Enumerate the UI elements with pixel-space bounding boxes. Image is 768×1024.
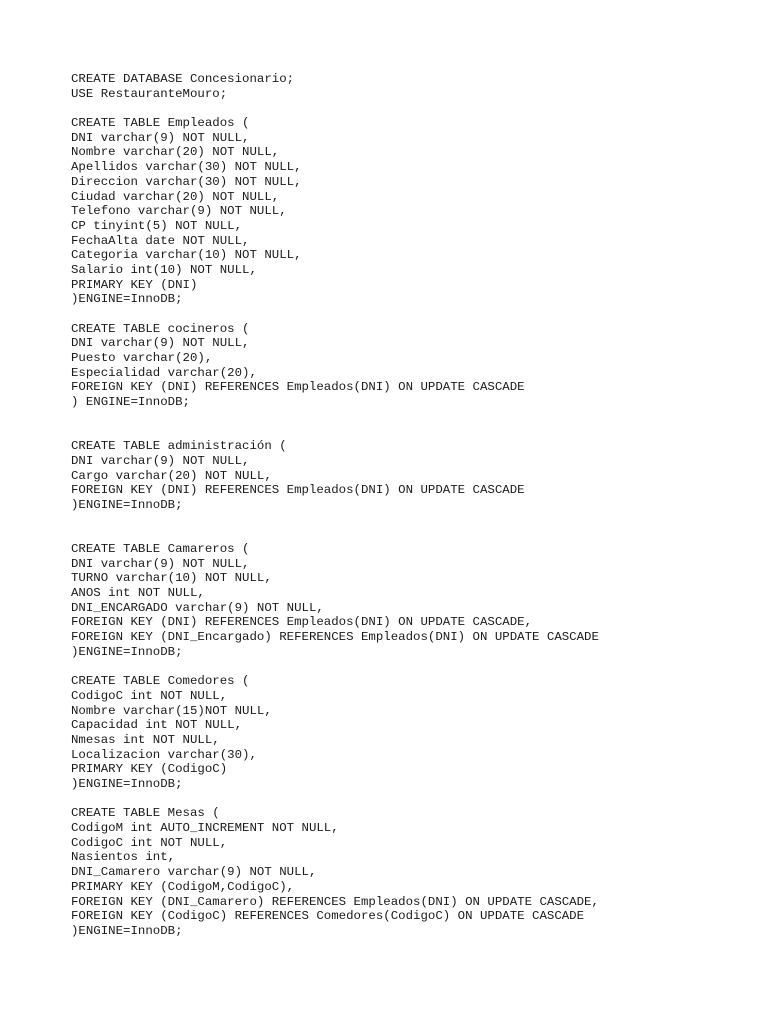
code-line: FOREIGN KEY (DNI_Encargado) REFERENCES Empleados(DNI) ON UPDATE CASCADE (71, 630, 599, 645)
code-line: FOREIGN KEY (CodigoC) REFERENCES Comedores(CodigoC) ON UPDATE CASCADE (71, 909, 585, 924)
code-line: DNI varchar(9) NOT NULL, (71, 130, 250, 145)
code-line: Nombre varchar(20) NOT NULL, (71, 145, 280, 160)
code-line: Ciudad varchar(20) NOT NULL, (71, 189, 280, 204)
code-line: Localizacion varchar(30), (71, 747, 257, 762)
code-line: FechaAlta date NOT NULL, (71, 233, 250, 248)
code-line: FOREIGN KEY (DNI_Camarero) REFERENCES Empleados(DNI) ON UPDATE CASCADE, (71, 894, 599, 909)
code-line: )ENGINE=InnoDB; (71, 292, 183, 307)
code-line: )ENGINE=InnoDB; (71, 644, 183, 659)
code-line: )ENGINE=InnoDB; (71, 923, 183, 938)
code-line: USE RestauranteMouro; (71, 86, 228, 101)
code-line: Especialidad varchar(20), (71, 365, 257, 380)
code-line: DNI varchar(9) NOT NULL, (71, 453, 250, 468)
code-line: FOREIGN KEY (DNI) REFERENCES Empleados(DNI) ON UPDATE CASCADE, (71, 615, 533, 630)
code-line: CREATE TABLE administración ( (71, 439, 287, 454)
code-line: Nasientos int, (71, 850, 176, 865)
code-line: CodigoM int AUTO_INCREMENT NOT NULL, (71, 821, 339, 836)
code-line: CREATE DATABASE Concesionario; (71, 72, 295, 86)
code-line: Nombre varchar(15)NOT NULL, (71, 703, 272, 718)
code-line: CodigoC int NOT NULL, (71, 688, 228, 703)
blank-line (71, 307, 751, 322)
blank-line (71, 513, 751, 528)
code-line: )ENGINE=InnoDB; (71, 777, 183, 791)
code-line: DNI_Camarero varchar(9) NOT NULL, (71, 865, 317, 880)
code-line: DNI varchar(9) NOT NULL, (71, 336, 250, 351)
code-line: Categoria varchar(10) NOT NULL, (71, 248, 302, 263)
code-line: )ENGINE=InnoDB; (71, 497, 183, 512)
code-line: Salario int(10) NOT NULL, (71, 262, 257, 277)
code-line: Telefono varchar(9) NOT NULL, (71, 204, 287, 219)
code-line: ) ENGINE=InnoDB; (71, 395, 190, 410)
code-line: DNI_ENCARGADO varchar(9) NOT NULL, (71, 600, 324, 615)
code-line: CodigoC int NOT NULL, (71, 835, 228, 850)
code-line: Capacidad int NOT NULL, (71, 718, 243, 733)
code-line: PRIMARY KEY (DNI) (71, 277, 198, 292)
blank-line (71, 792, 751, 807)
code-line: Puesto varchar(20), (71, 351, 213, 366)
code-line: CREATE TABLE Comedores ( (71, 674, 250, 689)
blank-line (71, 660, 751, 675)
code-line: FOREIGN KEY (DNI) REFERENCES Empleados(DNI) ON UPDATE CASCADE (71, 483, 525, 498)
code-line: TURNO varchar(10) NOT NULL, (71, 571, 272, 586)
blank-line (71, 425, 751, 440)
blank-line (71, 527, 751, 542)
code-line: PRIMARY KEY (CodigoC) (71, 762, 228, 777)
blank-line (71, 410, 751, 425)
sql-code-block (71, 72, 751, 939)
code-line: ANOS int NOT NULL, (71, 586, 205, 601)
code-line: CREATE TABLE Camareros ( (71, 542, 250, 556)
code-line: CP tinyint(5) NOT NULL, (71, 218, 243, 233)
blank-line (71, 101, 751, 116)
code-line: CREATE TABLE Empleados ( (71, 116, 250, 131)
code-line: Direccion varchar(30) NOT NULL, (71, 174, 302, 189)
code-line: FOREIGN KEY (DNI) REFERENCES Empleados(DNI) ON UPDATE CASCADE (71, 380, 525, 395)
code-line: DNI varchar(9) NOT NULL, (71, 556, 250, 571)
code-line: Apellidos varchar(30) NOT NULL, (71, 160, 302, 175)
code-line: CREATE TABLE cocineros ( (71, 321, 250, 336)
code-line: Cargo varchar(20) NOT NULL, (71, 468, 272, 483)
code-line: Nmesas int NOT NULL, (71, 732, 220, 747)
code-line: PRIMARY KEY (CodigoM,CodigoC), (71, 879, 295, 894)
code-line: CREATE TABLE Mesas ( (71, 806, 220, 821)
